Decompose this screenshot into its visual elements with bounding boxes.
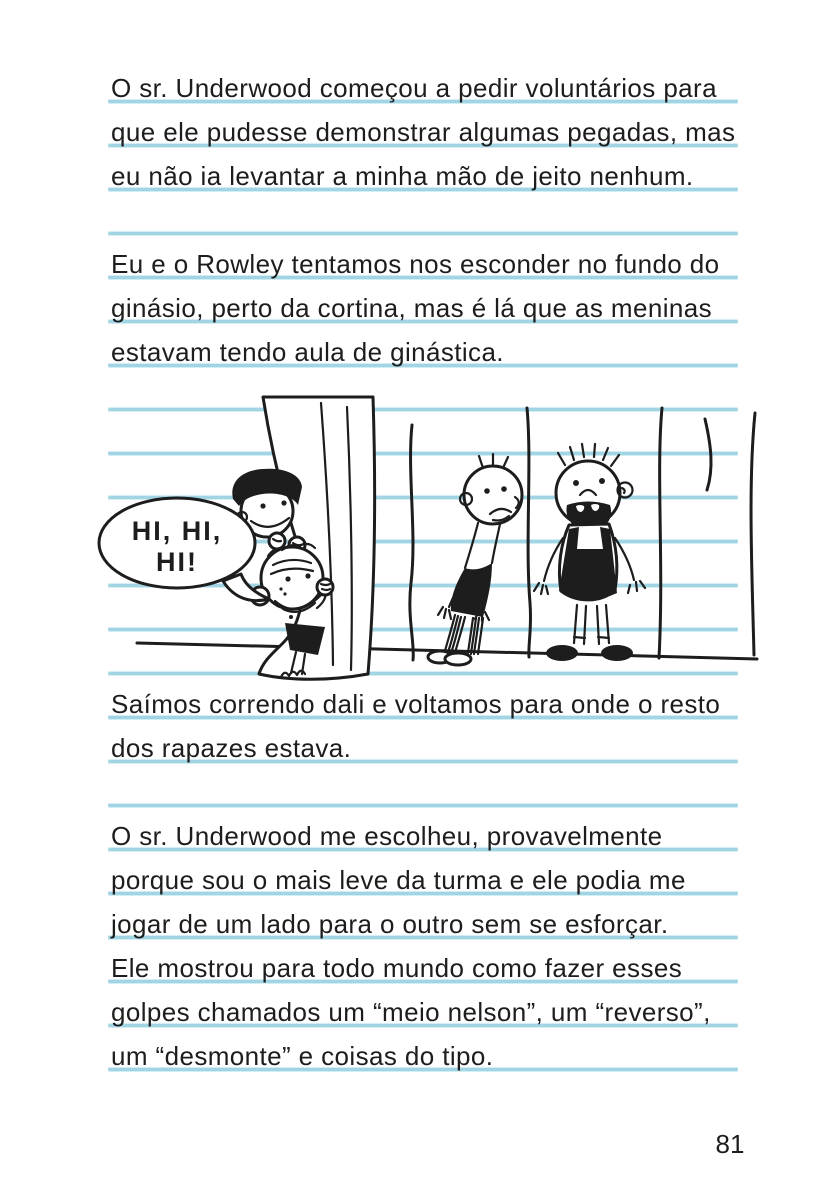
ruled-line xyxy=(108,232,738,235)
speech-bubble-text: HI, HI, xyxy=(131,516,223,546)
text-line: eu não ia levantar a minha mão de jeito nenhum. xyxy=(111,161,694,191)
text-line: Ele mostrou para todo mundo como fazer esses xyxy=(111,953,683,983)
greg-figure xyxy=(428,454,522,665)
text-line: porque sou o mais leve da turma e ele podia me xyxy=(111,865,686,895)
curtain-fold xyxy=(659,408,662,658)
greg-head xyxy=(464,466,522,524)
curtain-scene-illustration xyxy=(85,393,763,691)
rowley-figure xyxy=(534,444,645,661)
text-line: um “desmonte” e coisas do tipo. xyxy=(111,1041,494,1071)
text-line: ginásio, perto da cortina, mas é lá que as meninas xyxy=(111,293,713,323)
text-line: O sr. Underwood começou a pedir voluntários para xyxy=(111,73,717,103)
text-line: Saímos correndo dali e voltamos para onde o resto xyxy=(111,689,721,719)
rowley-shoe xyxy=(601,645,633,661)
text-line: que ele pudesse demonstrar algumas pegadas, mas xyxy=(111,117,736,147)
text-line: jogar de um lado para o outro sem se esforçar. xyxy=(111,909,669,939)
speech-bubble-text: HI! xyxy=(156,547,198,577)
page-number: 81 xyxy=(715,1129,745,1159)
text-line: dos rapazes estava. xyxy=(111,733,352,763)
rowley-shoe xyxy=(546,645,578,661)
text-line: golpes chamados um “meio nelson”, um “reverso”, xyxy=(111,997,711,1027)
curtain-fold xyxy=(751,413,755,655)
curtain-fold xyxy=(527,408,531,657)
ruled-line xyxy=(108,804,738,807)
greg-shoe xyxy=(445,653,471,665)
curtain-fold xyxy=(705,419,711,490)
text-line: Eu e o Rowley tentamos nos esconder no fundo do xyxy=(111,249,720,279)
text-line: estavam tendo aula de ginástica. xyxy=(111,337,504,367)
text-line: O sr. Underwood me escolheu, provavelmente xyxy=(111,821,663,851)
curtain-fold xyxy=(410,425,413,660)
